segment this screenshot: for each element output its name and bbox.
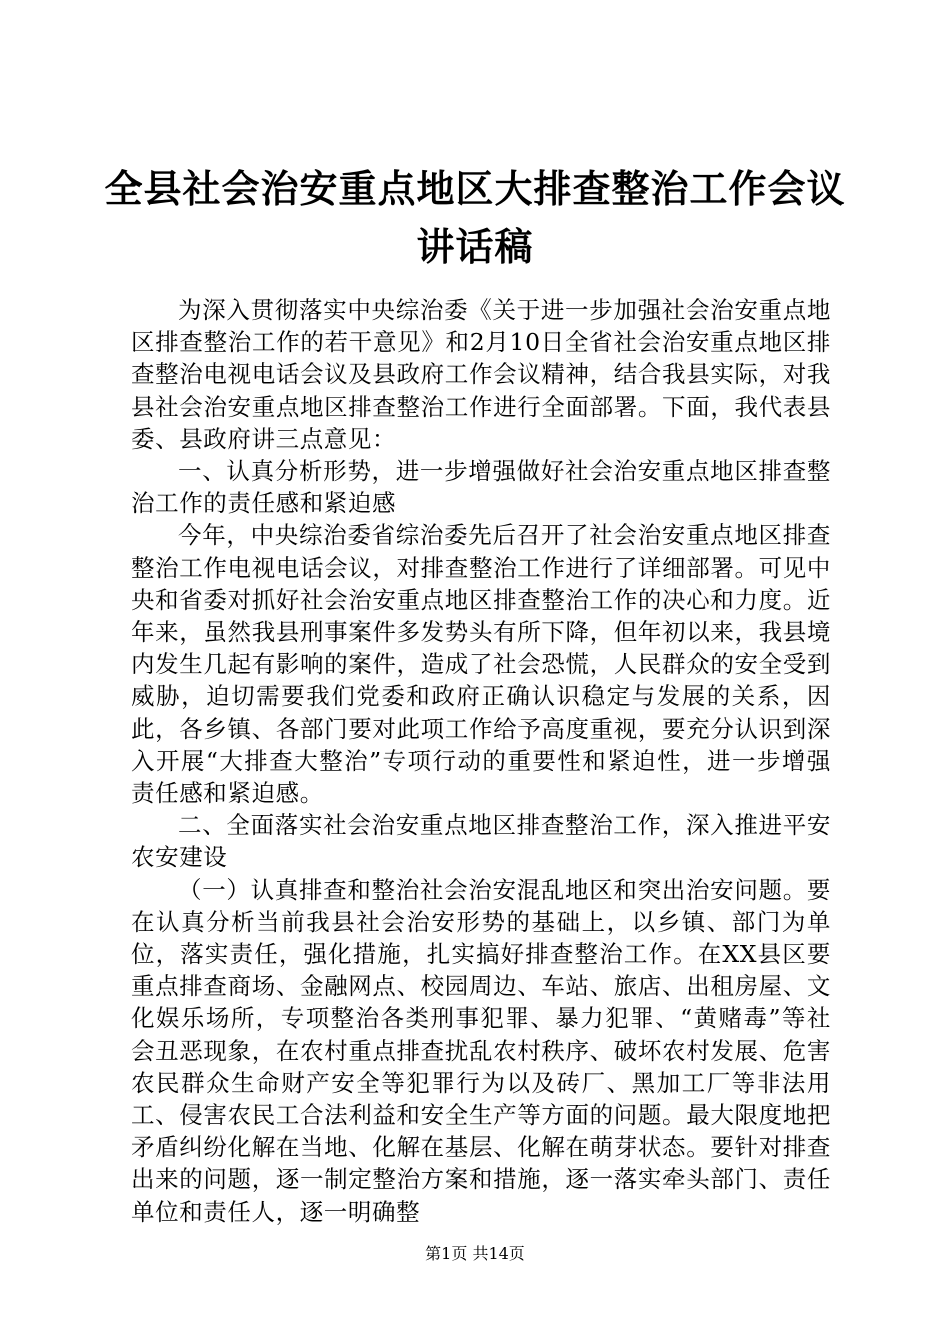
section-heading-2: 二、全面落实社会治安重点地区排查整治工作，深入推进平安农安建设 [131,811,831,872]
paragraph-subsection-1: （一）认真排查和整治社会治安混乱地区和突出治安问题。要在认真分析当前我县社会治安形势的基础上，以乡镇、部门为单位，落实责任，强化措施，扎实搞好排查整治工作。在XX县区要重点排查商场、金融网点、校园周边、车站、旅店、出租房屋、文化娱乐场所，专项整治各类刑事犯罪、暴力犯罪、“黄赌毒”等社会丑恶现象，在农村重点排查扰乱农村秩序、破坏农村发展、危害农民群众生命财产安全等犯罪行为以及砖厂、黑加工厂等非法用工、侵害农民工合法利益和安全生产等方面的问题。最大限度地把矛盾纠纷化解在当地、化解在基层、化解在萌芽状态。要针对排查出来的问题，逐一制定整治方案和措施，逐一落实牵头部门、责任单位和责任人，逐一明确整 [131,875,831,1226]
document-title: 全县社会治安重点地区大排查整治工作会议讲话稿 [104,167,846,269]
paragraph-intro: 为深入贯彻落实中央综治委《关于进一步加强社会治安重点地区排查整治工作的若干意见》和2月10日全省社会治安重点地区排查整治电视电话会议及县政府工作会议精神，结合我县实际，对我县社会治安重点地区排查整治工作进行全面部署。下面，我代表县委、县政府讲三点意见： [131,296,831,453]
paragraph-section-1: 今年，中央综治委省综治委先后召开了社会治安重点地区排查整治工作电视电话会议，对排查整治工作进行了详细部署。可见中央和省委对抓好社会治安重点地区排查整治工作的决心和力度。近年来，虽然我县刑事案件多发势头有所下降，但年初以来，我县境内发生几起有影响的案件，造成了社会恐慌，人民群众的安全受到威胁，迫切需要我们党委和政府正确认识稳定与发展的关系，因此，各乡镇、各部门要对此项工作给予高度重视，要充分认识到深入开展“大排查大整治”专项行动的重要性和紧迫性，进一步增强责任感和紧迫感。 [131,521,831,808]
page-number-footer: 第1页 共14页 [425,1244,525,1263]
section-heading-1: 一、认真分析形势，进一步增强做好社会治安重点地区排查整治工作的责任感和紧迫感 [131,457,831,518]
document-body [131,294,831,1228]
